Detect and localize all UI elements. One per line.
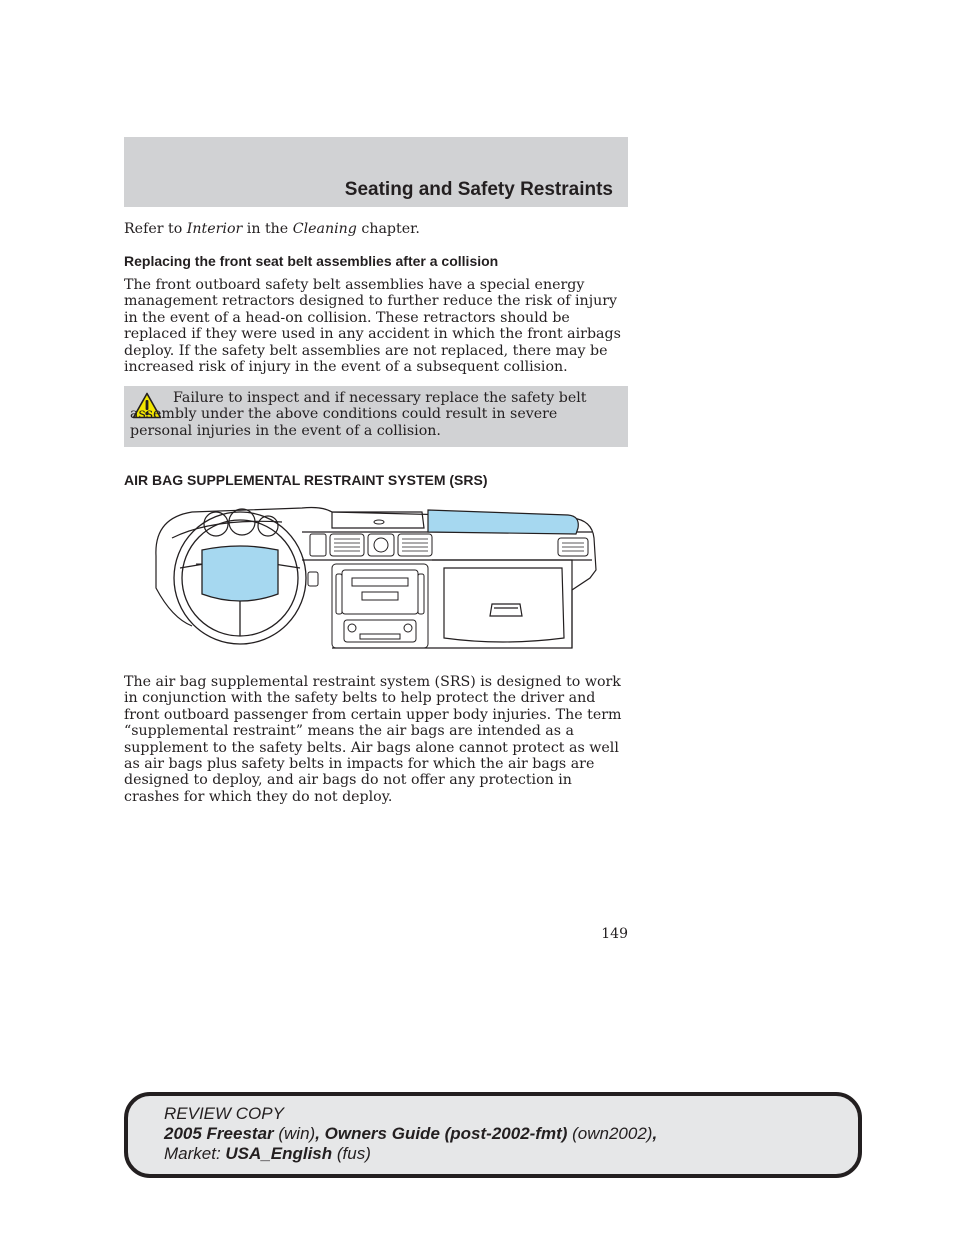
footer-text (164, 1104, 844, 1164)
review-copy-footer (124, 1092, 862, 1178)
intro-paragraph (124, 221, 624, 237)
footer-market: USA_English (225, 1144, 333, 1163)
footer-model: 2005 Freestar (164, 1124, 274, 1143)
footer-comma: , (652, 1124, 658, 1143)
dashboard-illustration (152, 498, 598, 654)
seat-belt-paragraph: The front outboard safety belt assemblies have a special energy management retractors designed to further reduce the risk of injury in the event of a head-on collision. These retractors should be replaced if they were used in any accident in which the front airbags deploy. If the safety belt assemblies are not replaced, there may be increased risk of injury in the event of a subsequent collision. (124, 277, 621, 376)
footer-review-copy: REVIEW COPY (164, 1104, 284, 1123)
warning-text: Failure to inspect and if necessary replace the safety belt assembly under the above conditions could result in severe personal injuries in the event of a collision. (130, 390, 587, 439)
intro-term-interior: Interior (186, 221, 243, 237)
intro-prefix: Refer to (124, 221, 187, 237)
passenger-airbag-panel (428, 510, 578, 534)
footer-market-label: Market: (164, 1144, 226, 1163)
footer-guide: , Owners Guide (post-2002-fmt) (315, 1124, 568, 1143)
footer-market-code: (fus) (332, 1144, 371, 1163)
seat-belt-heading: Replacing the front seat belt assemblies after a collision (124, 253, 499, 269)
intro-suffix: chapter. (356, 221, 420, 237)
section-title: Seating and Safety Restraints (344, 179, 613, 200)
driver-airbag-hub (202, 546, 278, 601)
footer-market-line (164, 1144, 844, 1164)
section-header-band (124, 137, 628, 207)
intro-middle: in the (242, 221, 293, 237)
intro-term-cleaning: Cleaning (292, 221, 357, 237)
srs-heading: AIR BAG SUPPLEMENTAL RESTRAINT SYSTEM (SRS) (124, 472, 488, 488)
footer-guide-code: (own2002) (567, 1124, 653, 1143)
srs-paragraph: The air bag supplemental restraint system (SRS) is designed to work in conjunction with the safety belts to help protect the driver and front outboard passenger from certain upper body injuries. The term “supplemental restraint” means the air bags are intended as a supplement to the safety belts. Air bags alone cannot protect as well as air bags plus safety belts in impacts for which the air bags are designed to deploy, and air bags do not offer any protection in crashes for which they do not deploy. (124, 674, 622, 805)
warning-box (124, 386, 628, 447)
footer-model-code: (win) (273, 1124, 316, 1143)
page-number: 149 (601, 926, 628, 942)
footer-guide-line (164, 1124, 844, 1144)
